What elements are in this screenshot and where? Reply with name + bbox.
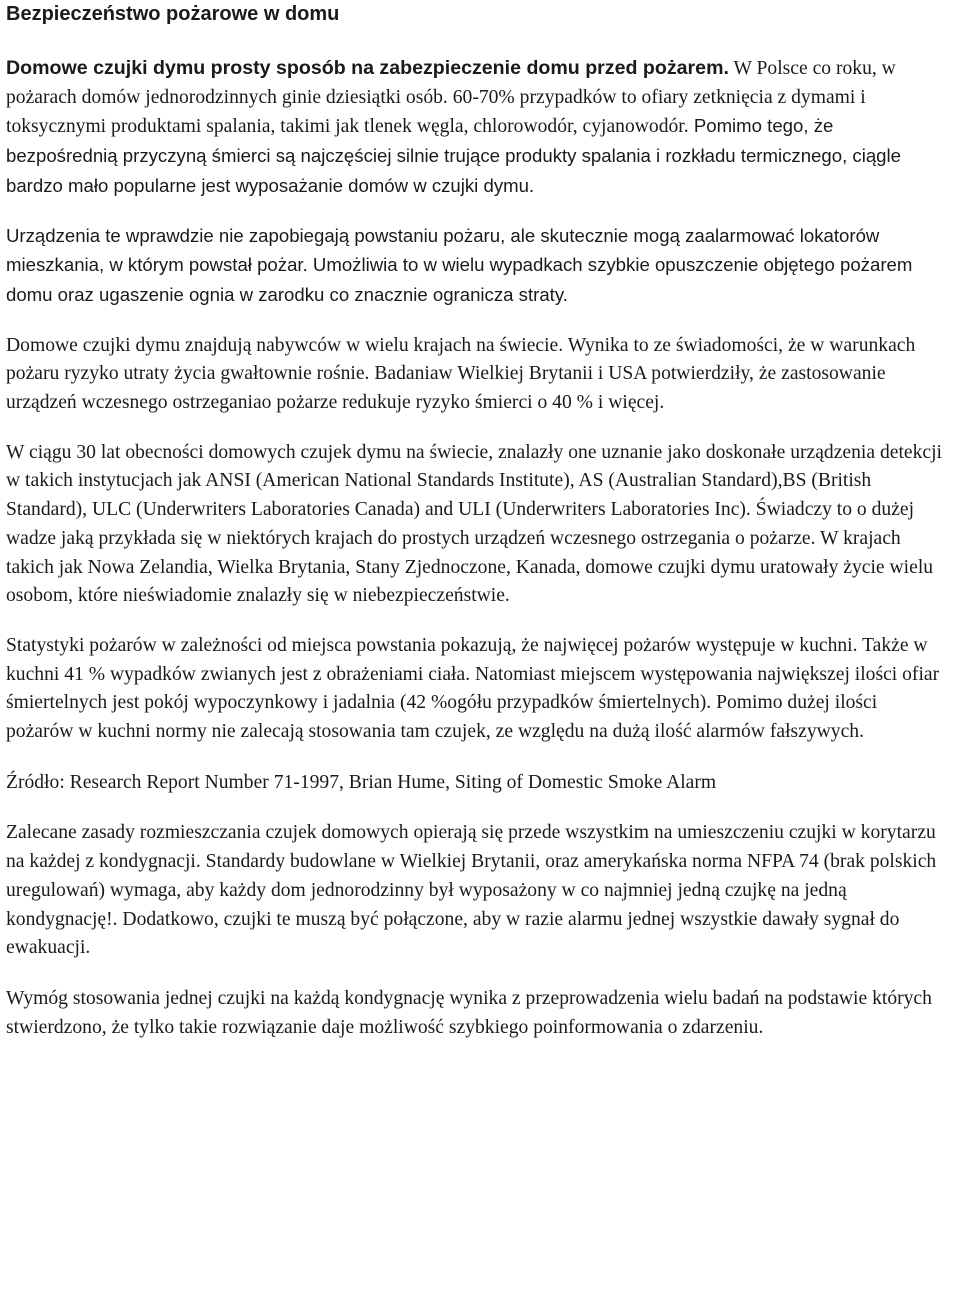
devices-text-b: Umożliwia to w wielu wypadkach szybkie opuszczenie objętego pożarem domu oraz ugaszenie ognia w zarodku co znacznie ogranicza straty. — [6, 254, 913, 305]
paragraph-worldwide: Domowe czujki dymu znajdują nabywców w wielu krajach na świecie. Wynika to ze świadomości, że w warunkach pożaru ryzyko utraty życia gwałtownie rośnie. Badaniaw Wielkiej Brytanii i USA potwierdziły, że zastosowanie urządzeń wczesnego ostrzeganiao pożarze redukuje ryzyko śmierci o 40 % i więcej. — [6, 334, 916, 414]
intro-text-a: W Polsce co roku, w pożarach domów jednorodzinnych ginie dziesiątki osób. 60-70% przypadków to ofiary zetknięcia z dymami i toksycznymi produktami spalania, takimi jak tlenek węgla, chlorowodór, cyjanowodór. — [6, 58, 896, 138]
intro-text-b: Pomimo tego, że bezpośrednią przyczyną śmierci są najczęściej silnie trujące produkty spalania i rozkładu termicznego, ciągle bardzo mało popularne jest wyposażanie domów w czujki dymu. — [6, 115, 901, 196]
paragraph-intro — [6, 54, 948, 202]
page-title: Bezpieczeństwo pożarowe w domu — [6, 3, 340, 25]
paragraph-requirement: Wymóg stosowania jednej czujki na każdą kondygnację wynika z przeprowadzenia wielu badań na podstawie których stwierdzono, że tylko takie rozwiązanie daje możliwość szybkiego poinformowania o zdarzeniu. — [6, 987, 932, 1038]
devices-text-a: Urządzenia te wprawdzie nie zapobiegają powstaniu pożaru, ale skutecznie mogą zaalarmować lokatorów mieszkania, w którym powstał pożar. — [6, 224, 880, 276]
paragraph-statistics: Statystyki pożarów w zależności od miejsca powstania pokazują, że najwięcej pożarów występuje w kuchni. Także w kuchni 41 % wypadków zwianych jest z obrażeniami ciała. Natomiast miejscem występowania największej ilości ofiar śmiertelnych jest pokój wypoczynkowy i jadalnia (42 %ogółu przypadków śmiertelnych). Pomimo dużej ilości pożarów w kuchni normy nie zalecają stosowania tam czujek, ze względu na dużą ilość alarmów fałszywych. — [6, 634, 940, 743]
paragraph-standards: W ciągu 30 lat obecności domowych czujek dymu na świecie, znalazły one uznanie jako doskonałe urządzenia detekcji w takich instytucjach jak ANSI (American National Standards Institute), AS (Australian Standard),BS (British Standard), ULC (Underwriters Laboratories Canada) and ULI (Underwriters Laboratories Inc). Świadczy to o dużej wadze jaką przykłada się w niektórych krajach do prostych urządzeń wczesnego ostrzegania o pożarze. W krajach takich jak Nowa Zelandia, Wielka Brytania, Stany Zjednoczone, Kanada, domowe czujki dymu uratowały życie wielu osobom, które nieświadomie znalazły się w niebezpieczeństwie. — [6, 441, 942, 607]
paragraph-devices — [6, 222, 948, 311]
paragraph-placement-rules: Zalecane zasady rozmieszczania czujek domowych opierają się przede wszystkim na umieszczeniu czujki w korytarzu na każdej z kondygnacji. Standardy budowlane w Wielkiej Brytanii, oraz amerykańska norma NFPA 74 (brak polskich uregulowań) wymaga, aby każdy dom jednorodzinny był wyposażony w co najmniej jedną czujkę na jedną kondygnację!. Dodatkowo, czujki te muszą być połączone, aby w razie alarmu jednej wszystkie dawały sygnał do ewakuacji. — [6, 822, 937, 959]
intro-bold-lead: Domowe czujki dymu prosty sposób na zabezpieczenie domu przed pożarem. — [6, 57, 729, 79]
paragraph-source: Źródło: Research Report Number 71-1997, Brian Hume, Siting of Domestic Smoke Alarm — [6, 771, 717, 793]
